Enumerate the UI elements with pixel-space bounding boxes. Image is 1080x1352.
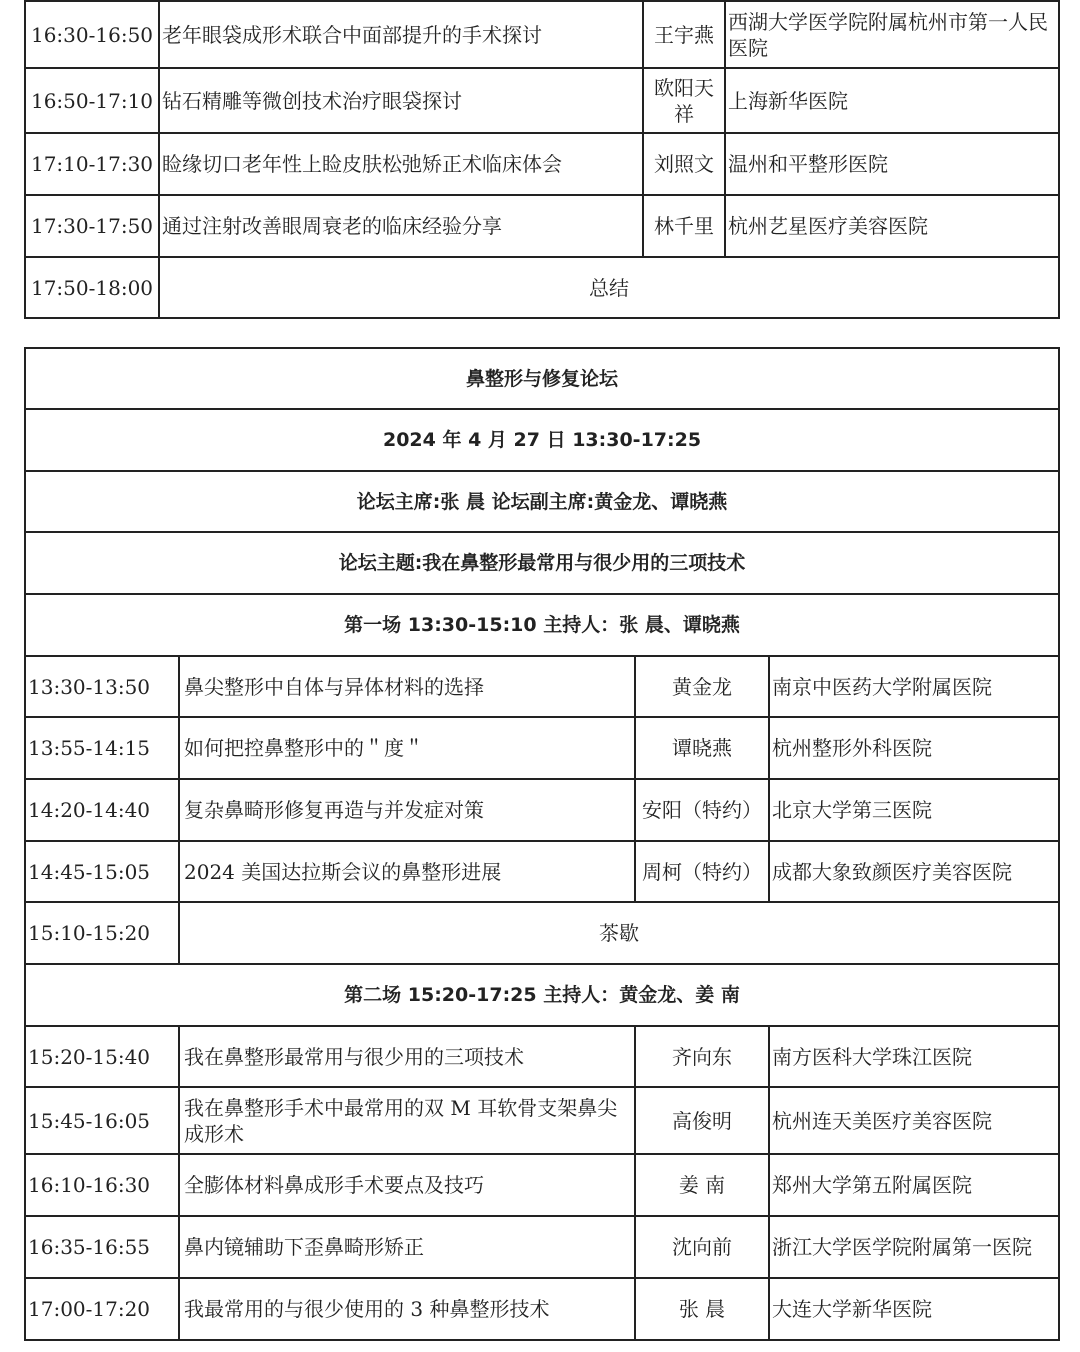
speaker-cell: 安阳（特约） [635,779,769,841]
speaker-cell: 林千里 [643,195,725,257]
forum-title: 鼻整形与修复论坛 [25,348,1059,409]
hospital-cell: 杭州连天美医疗美容医院 [769,1087,1059,1154]
time-cell: 16:35-16:55 [25,1216,179,1278]
closing-label: 总结 [159,257,1059,318]
hospital-cell: 杭州整形外科医院 [769,717,1059,779]
time-cell: 17:30-17:50 [25,195,159,257]
table-row [25,1278,1059,1340]
table-row [25,195,1059,257]
time-cell: 14:45-15:05 [25,841,179,902]
time-cell: 15:20-15:40 [25,1026,179,1087]
hospital-cell: 杭州艺星医疗美容医院 [725,195,1059,257]
time-cell: 16:10-16:30 [25,1154,179,1216]
table-row [25,1216,1059,1278]
table-row [25,1154,1059,1216]
topic-cell: 我最常用的与很少使用的 3 种鼻整形技术 [179,1278,635,1340]
topic-cell: 复杂鼻畸形修复再造与并发症对策 [179,779,635,841]
time-cell: 17:10-17:30 [25,133,159,195]
table-row [25,133,1059,195]
topic-cell: 2024 美国达拉斯会议的鼻整形进展 [179,841,635,902]
forum-theme: 论坛主题:我在鼻整形最常用与很少用的三项技术 [25,532,1059,594]
table-row [25,68,1059,133]
speaker-cell: 王宇燕 [643,1,725,68]
time-cell: 15:10-15:20 [25,902,179,964]
speaker-cell: 沈向前 [635,1216,769,1278]
time-cell: 13:30-13:50 [25,656,179,717]
time-cell: 17:50-18:00 [25,257,159,318]
schedule-table-rhinoplasty [24,347,1060,1341]
speaker-cell: 欧阳天祥 [643,68,725,133]
topic-cell: 鼻内镜辅助下歪鼻畸形矫正 [179,1216,635,1278]
topic-cell: 老年眼袋成形术联合中面部提升的手术探讨 [159,1,643,68]
table-row [25,1026,1059,1087]
speaker-cell: 高俊明 [635,1087,769,1154]
hospital-cell: 南方医科大学珠江医院 [769,1026,1059,1087]
topic-cell: 我在鼻整形手术中最常用的双 M 耳软骨支架鼻尖成形术 [179,1087,635,1154]
topic-cell: 鼻尖整形中自体与异体材料的选择 [179,656,635,717]
speaker-cell: 齐向东 [635,1026,769,1087]
table-row [25,717,1059,779]
speaker-cell: 张 晨 [635,1278,769,1340]
speaker-cell: 周柯（特约） [635,841,769,902]
hospital-cell: 西湖大学医学院附属杭州市第一人民医院 [725,1,1059,68]
topic-cell: 我在鼻整形最常用与很少用的三项技术 [179,1026,635,1087]
topic-cell: 钻石精雕等微创技术治疗眼袋探讨 [159,68,643,133]
speaker-cell: 谭晓燕 [635,717,769,779]
session1-header: 第一场 13:30-15:10 主持人：张 晨、谭晓燕 [25,594,1059,656]
hospital-cell: 南京中医药大学附属医院 [769,656,1059,717]
hospital-cell: 温州和平整形医院 [725,133,1059,195]
hospital-cell: 浙江大学医学院附属第一医院 [769,1216,1059,1278]
speaker-cell: 姜 南 [635,1154,769,1216]
topic-cell: 睑缘切口老年性上睑皮肤松弛矫正术临床体会 [159,133,643,195]
hospital-cell: 上海新华医院 [725,68,1059,133]
hospital-cell: 成都大象致颜医疗美容医院 [769,841,1059,902]
table-row [25,779,1059,841]
time-cell: 15:45-16:05 [25,1087,179,1154]
break-row [25,902,1059,964]
table-row [25,656,1059,717]
schedule-table-eyelid [24,0,1060,319]
speaker-cell: 黄金龙 [635,656,769,717]
forum-chairs: 论坛主席:张 晨 论坛副主席:黄金龙、谭晓燕 [25,471,1059,532]
topic-cell: 通过注射改善眼周衰老的临床经验分享 [159,195,643,257]
time-cell: 16:50-17:10 [25,68,159,133]
time-cell: 17:00-17:20 [25,1278,179,1340]
table-row [25,1,1059,68]
break-label: 茶歇 [179,902,1059,964]
time-cell: 13:55-14:15 [25,717,179,779]
hospital-cell: 郑州大学第五附属医院 [769,1154,1059,1216]
topic-cell: 如何把控鼻整形中的＂度＂ [179,717,635,779]
closing-row [25,257,1059,318]
table-row [25,1087,1059,1154]
table-row [25,841,1059,902]
time-cell: 14:20-14:40 [25,779,179,841]
time-cell: 16:30-16:50 [25,1,159,68]
speaker-cell: 刘照文 [643,133,725,195]
topic-cell: 全膨体材料鼻成形手术要点及技巧 [179,1154,635,1216]
forum-date: 2024 年 4 月 27 日 13:30-17:25 [25,409,1059,471]
session2-header: 第二场 15:20-17:25 主持人：黄金龙、姜 南 [25,964,1059,1026]
hospital-cell: 北京大学第三医院 [769,779,1059,841]
hospital-cell: 大连大学新华医院 [769,1278,1059,1340]
